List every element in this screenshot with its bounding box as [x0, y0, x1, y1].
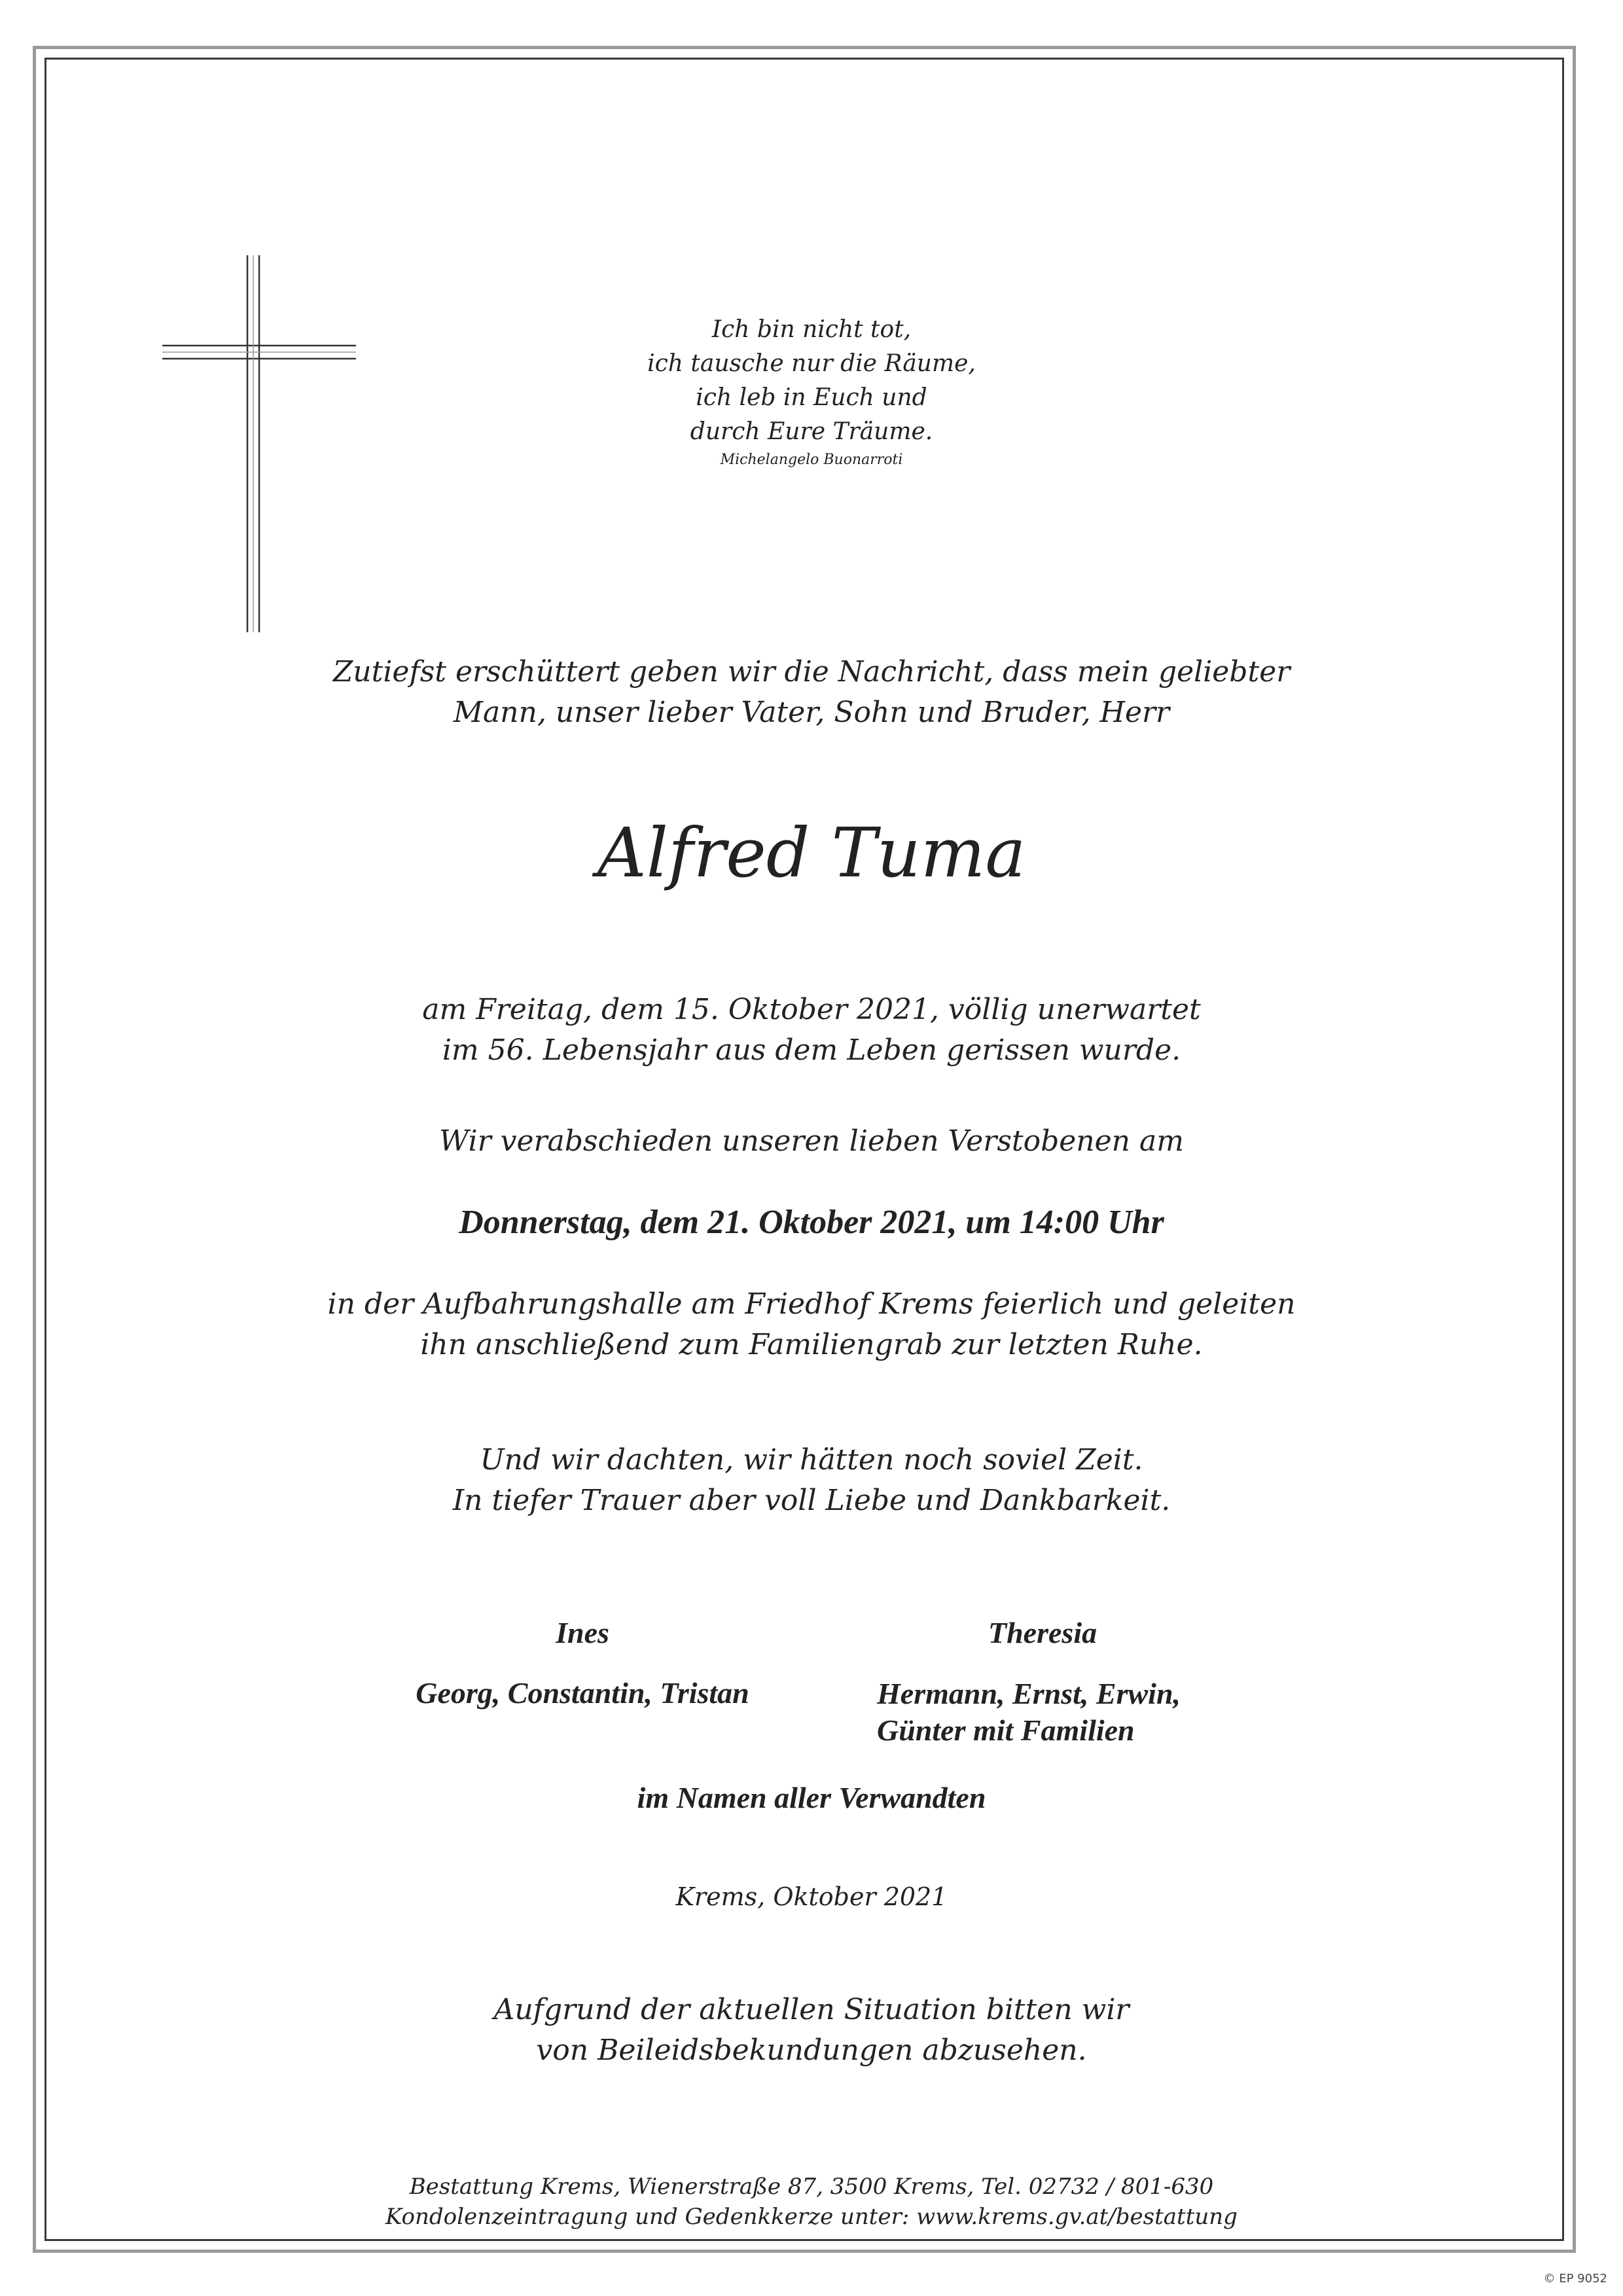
ceremony-place — [0, 1284, 1623, 1365]
closing-line: In tiefer Trauer aber voll Liebe und Dankbarkeit. — [452, 1484, 1171, 1517]
announcement-intro — [0, 652, 1623, 733]
mourner-right-line: Günter mit Familien — [877, 1713, 1135, 1747]
passing-line: am Freitag, dem 15. Oktober 2021, völlig unerwartet — [422, 993, 1201, 1026]
relatives-line: im Namen aller Verwandten — [637, 1781, 986, 1814]
quote-line: ich tausche nur die Räume, — [647, 350, 976, 377]
mourner-right-names — [877, 1676, 1335, 1749]
quote-line: ich leb in Euch und — [696, 384, 927, 411]
intro-line: Zutiefst erschüttert geben wir die Nachricht, dass mein geliebter — [332, 655, 1291, 689]
farewell-text: Wir verabschieden unseren lieben Verstobenen am — [439, 1124, 1184, 1158]
mourner-right-line: Hermann, Ernst, Erwin, — [877, 1677, 1181, 1710]
footer-condolence-link: Kondolenzeintragung und Gedenkkerze unter: www.krems.gv.at/bestattung — [385, 2204, 1238, 2230]
mourner-right-head: Theresia — [988, 1616, 1097, 1649]
place-line: ihn anschließend zum Familiengrab zur letzten Ruhe. — [420, 1328, 1203, 1361]
passing-line: im 56. Lebensjahr aus dem Leben gerissen wurde. — [442, 1033, 1181, 1067]
mourner-left-names: Georg, Constantin, Tristan — [416, 1676, 749, 1710]
place-line: in der Aufbahrungshalle am Friedhof Krems feierlich und geleiten — [327, 1287, 1296, 1321]
quote — [0, 313, 1623, 449]
deceased-name: Alfred Tuma — [597, 813, 1026, 893]
footer-address: Bestattung Krems, Wienerstraße 87, 3500 Krems, Tel. 02732 / 801-630 — [409, 2174, 1214, 2200]
city-date: Krems, Oktober 2021 — [675, 1882, 948, 1911]
mourner-left-head: Ines — [556, 1616, 609, 1649]
passing-details — [0, 990, 1623, 1071]
copyright-mark: © EP 9052 — [1543, 2272, 1607, 2286]
notice-line: von Beileidsbekundungen abzusehen. — [536, 2034, 1087, 2067]
quote-author: Michelangelo Buonarroti — [720, 452, 903, 468]
closing-words — [0, 1440, 1623, 1521]
funeral-home-footer — [0, 2172, 1623, 2232]
closing-line: Und wir dachten, wir hätten noch soviel Zeit. — [480, 1443, 1143, 1477]
quote-line: Ich bin nicht tot, — [711, 316, 912, 343]
ceremony-date: Donnerstag, dem 21. Oktober 2021, um 14:00 Uhr — [459, 1204, 1164, 1241]
notice-line: Aufgrund der aktuellen Situation bitten wir — [493, 1993, 1130, 2026]
condolence-notice — [0, 1990, 1623, 2071]
quote-line: durch Eure Träume. — [690, 418, 933, 445]
intro-line: Mann, unser lieber Vater, Sohn und Bruder, Herr — [453, 696, 1170, 729]
